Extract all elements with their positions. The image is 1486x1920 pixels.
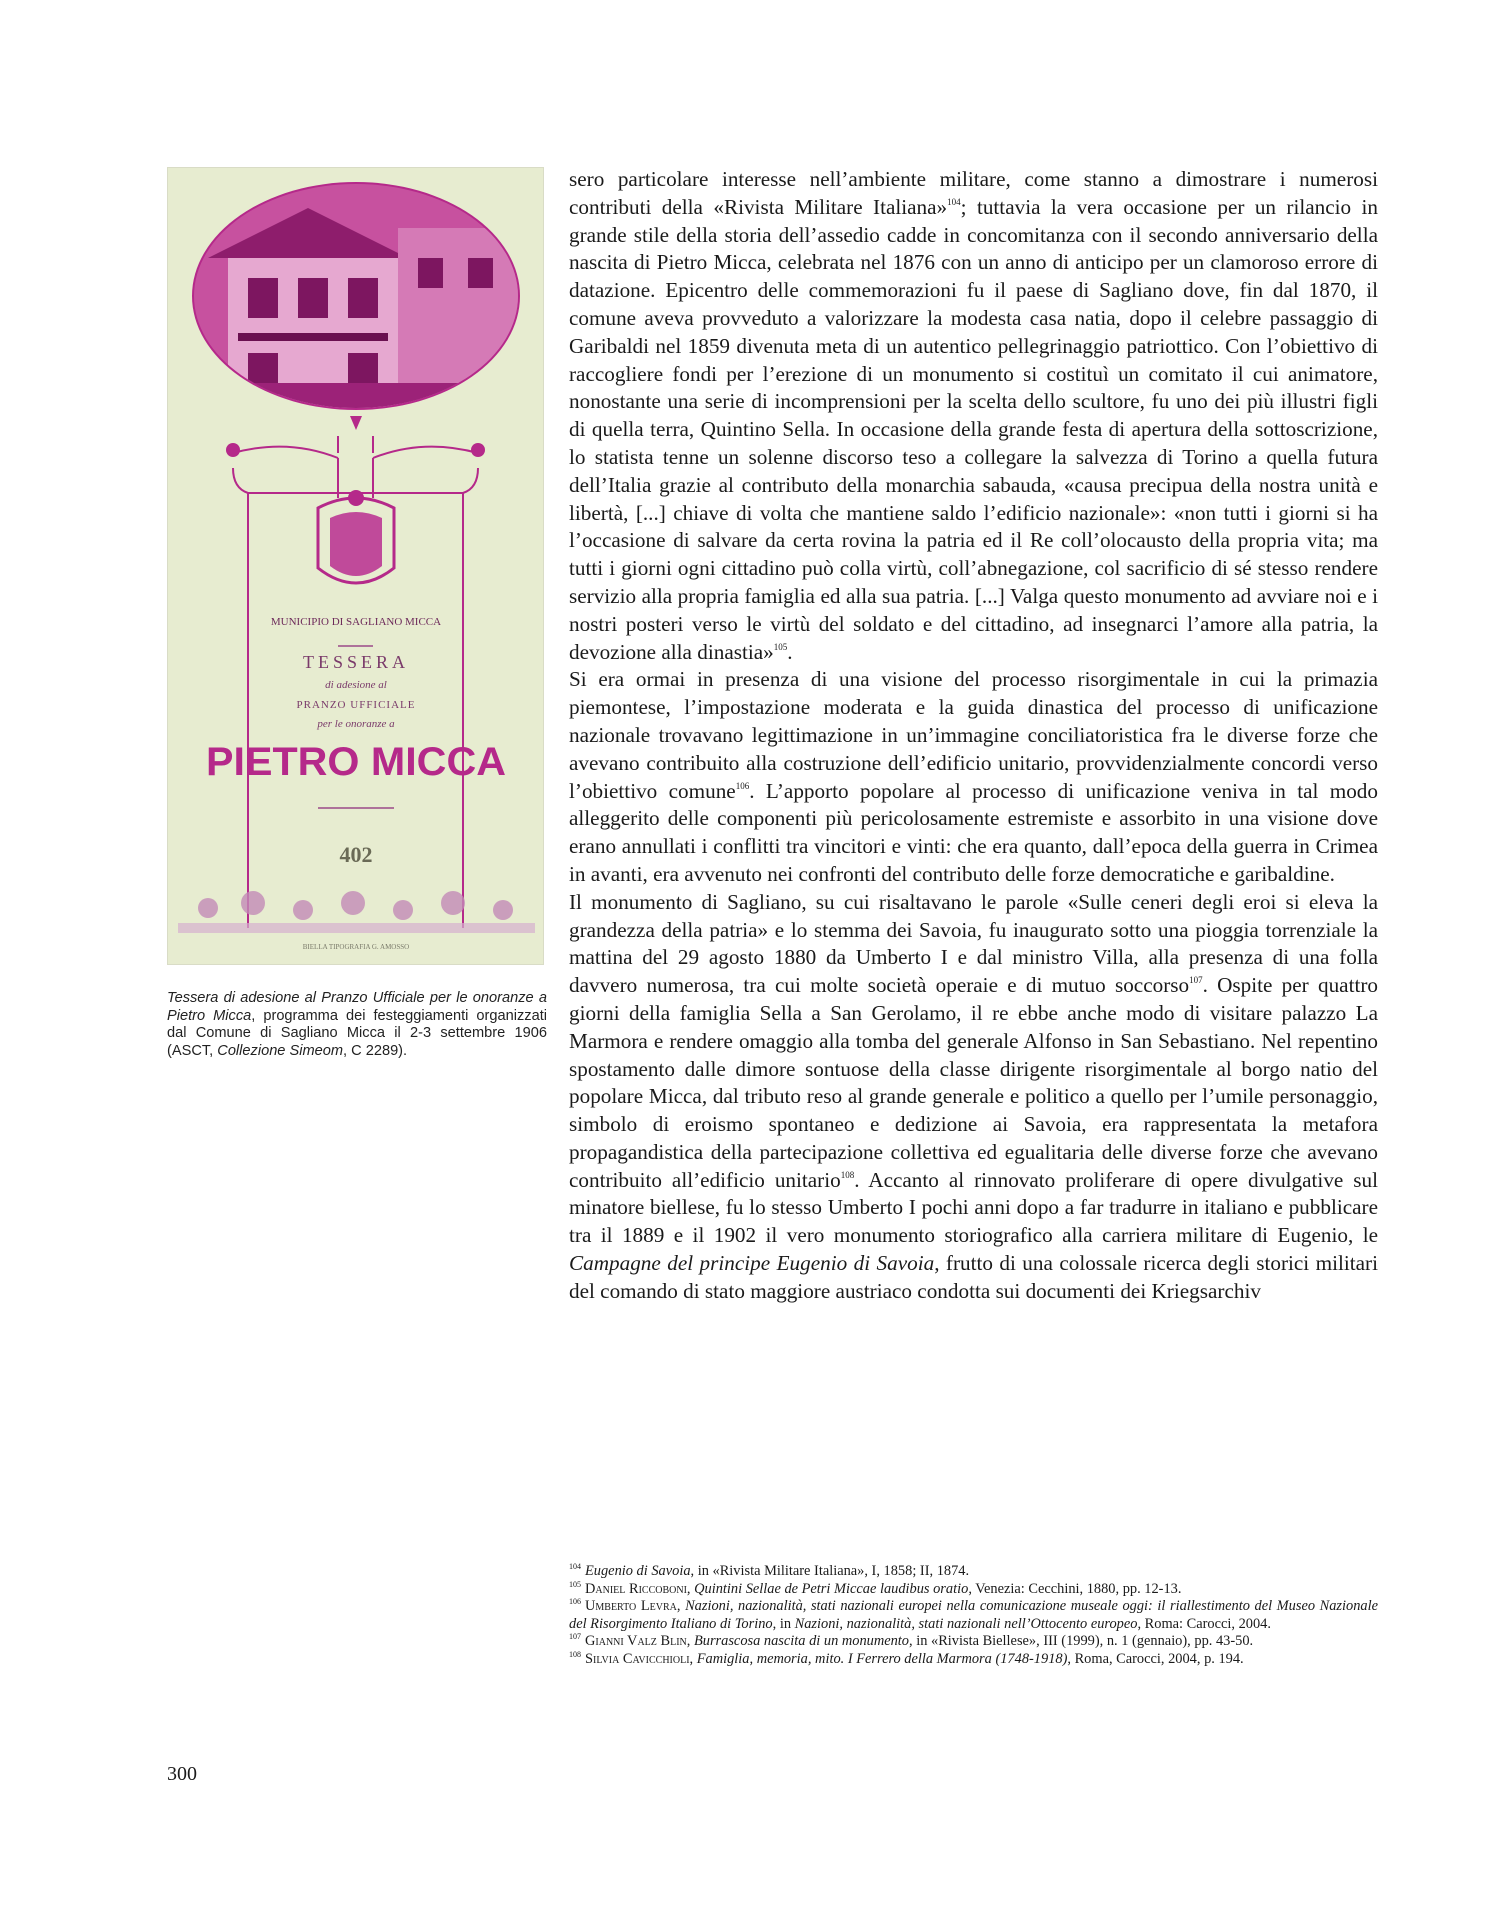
paragraph <box>569 166 1378 666</box>
text-run: . Accanto al rinnovato proliferare di opere divulgative sul minatore biellese, fu lo stesso Umberto I pochi anni dopo a far tradurre in italiano e pubblicare tra il 1889 e il 1902 il vero monumento storiografico alla carriera militare di Eugenio, le <box>569 1167 1378 1248</box>
footnote-105: $^{105}$ Daniel Riccoboni, Quintini Sellae de Petri Miccae laudibus oratio, Venezia: Cecchini, 1880, pp. 12-13. <box>569 1579 1182 1597</box>
footnote-ref[interactable]: 105 <box>773 641 788 652</box>
house-photo <box>168 178 544 423</box>
coat-of-arms-icon <box>318 490 394 583</box>
footnote-ref[interactable]: 107 <box>1189 975 1203 986</box>
footnote-author: Silvia Cavicchioli <box>585 1650 690 1667</box>
footnote-author: Daniel Riccoboni <box>585 1580 687 1597</box>
figure-caption <box>167 990 547 1060</box>
caption-text-end: , C 2289). <box>343 1042 408 1059</box>
caption-title: Tessera di adesione al Pranzo Ufficiale per le onoranze a Pietro Micca <box>167 990 547 1024</box>
footnote-title: Burrascosa nascita di un monumento <box>693 1633 910 1649</box>
ticket-line-adesione: di adesione al <box>325 679 387 691</box>
ticket-illustration <box>168 168 544 965</box>
text-run: . L’apporto popolare al processo di unificazione veniva in tal modo alleggerito delle componenti più pericolosamente estremiste e assorbito in una visione dove erano annullati i conflitti tra vincitori e vinti: che era quanto, dall’epoca della guerra in Crimea in avanti, era avvenuto nei confronti del contributo delle forze democratiche e garibaldine. <box>569 778 1378 886</box>
footnote-rest: , Roma, Carocci, 2004, p. 194. <box>1067 1650 1244 1667</box>
text-run: Il monumento di Sagliano, su cui risaltavano le parole «Sulle ceneri degli eroi si eleva la grandezza della patria» e lo stemma dei Savoia, fu inaugurato sotto una pioggia torrenziale la mattina del 29 agosto 1880 da Umberto I e dal ministro Villa, alla presenza di una folla davvero numerosa, tra cui molte società operaie e di mutuo soccorso <box>569 889 1378 998</box>
footnote-title: Famiglia, memoria, mito. I Ferrero della Marmora (1748-1918) <box>696 1650 1068 1667</box>
text-run: . Ospite per quattro giorni della famiglia Sella a San Gerolamo, il re ebbe anche modo di visitare palazzo La Marmora e rendere omaggio alla tomba del generale Alfonso in San Sebastiano. Nel repentino spostamento dalle dimore sontuose della classe dirigente risorgimentale al borgo natio del popolare Micca, dal tributo reso al grande generale e politico a quello per l’umile personaggio, simbolo di eroismo spontaneo e dedizione ai Savoia, era rappresentata la metafora propagandistica della partecipazione collettiva ed egualitaria delle diverse forze che avevano contribuito all’edificio unitario <box>569 973 1378 1192</box>
ticket-line-onoranze: per le onoranze a <box>317 718 395 730</box>
footnote-number: 107 <box>569 1632 581 1641</box>
text-run: sero particolare interesse nell’ambiente militare, come stanno a dimostrare i numerosi contributi della «Rivista Militare Italiana» <box>569 167 1378 219</box>
page-number: 300 <box>167 1763 197 1785</box>
footnote-number: 105 <box>569 1579 581 1589</box>
ticket-footer: BIELLA TIPOGRAFIA G. AMOSSO <box>302 943 410 951</box>
ticket-figure <box>167 167 544 965</box>
ticket-name: PIETRO MICCA <box>206 740 506 784</box>
ticket-header: MUNICIPIO DI SAGLIANO MICCA <box>270 616 442 628</box>
body-text <box>569 166 1378 1306</box>
footnote-ref[interactable]: 108 <box>840 1169 855 1180</box>
footnote-number: 104 <box>569 1562 581 1571</box>
footnote-mid: , in <box>772 1615 795 1632</box>
paragraph <box>569 889 1378 1306</box>
text-run: , frutto di una colossale ricerca degli storici militari del comando di stato maggiore austriaco condotta sui documenti dei Kriegsarchiv <box>569 1251 1378 1303</box>
footnotes <box>569 1563 1378 1668</box>
footnote-rest: , Venezia: Cecchini, 1880, pp. 12-13. <box>968 1580 1182 1597</box>
footnote-number: 106 <box>569 1597 581 1606</box>
paragraph <box>569 666 1378 888</box>
footnote-106: $^{106}$ Umberto Levra, Nazioni, nazionalità, stati nazionali europei nella comunicazione museale oggi: il riallestimento del Museo Nazionale del Risorgimento Italiano di Torino, in Nazioni, nazionalità, stati nazionali nell’Ottocento europeo, Roma: Carocci, 2004. <box>569 1597 1378 1632</box>
caption-collection: Collezione Simeom <box>217 1042 344 1059</box>
footnote-104 <box>569 1563 1378 1581</box>
caption-text: , programma dei festeggiamenti organizzati dal Comune di Sagliano Micca il 2-3 settembre 1906 (ASCT, <box>167 1007 547 1059</box>
footnote-rest: , in «Rivista Militare Italiana», I, 1858; II, 1874. <box>690 1563 970 1579</box>
footnote-107: $^{107}$ Gianni Valz Blin, Burrascosa nascita di un monumento, in «Rivista Biellese», III (1999), n. 1 (gennaio), pp. 43-50. <box>569 1632 1254 1649</box>
text-run: ; tuttavia la vera occasione per un rilancio in grande stile della storia dell’assedio cadde in concomitanza con il secondo anniversario della nascita di Pietro Micca, celebrata nel 1876 con un anno di anticipo per un clamoroso errore di datazione. Epicentro delle commemorazioni fu il paese di Sagliano dove, fin dal 1870, il comune aveva provveduto a valorizzare la modesta casa natia, dopo il celebre passaggio di Garibaldi nel 1859 divenuta meta di un autentico pellegrinaggio patriottico. Con l’obiettivo di raccogliere fondi per l’erezione di un monumento si costituì un comitato il cui animatore, nonostante una serie di incomprensioni per la scelta dello scultore, fu uno dei più illustri figli di quella terra, Quintino Sella. In occasione della grande festa di apertura della sottoscrizione, lo statista tenne un solenne discorso teso a collegare la salvezza di Torino a quella futura dell’Italia grazie al contributo della monarchia sabauda, «causa precipua della nostra unità e libertà, [...] chiave di volta che mantiene saldo l’edificio nazionale»: «non tutti i giorni si ha l’occasione di salvare da certa rovina la patria ed il Re coll’olocausto della propria vita; ma tutti i giorni ogni cittadino può colla virtù, coll’abnegazione, col sacrificio di sé stesso rendere servizio alla propria famiglia ed alla sua patria. [...] Valga questo monumento ad avviare noi e i nostri posteri verso le virtù del soldato e del cittadino, ad insegnarci l’amore alla patria, la devozione alla dinastia» <box>569 194 1378 664</box>
footnote-title: Nazioni, nazionalità, stati nazionali europei nella comunicazione museale oggi: il riallestimento del Museo Nazionale del Risorgimento Italiano di Torino <box>569 1598 1378 1632</box>
ticket-line-tessera: TESSERA <box>302 652 410 672</box>
lamp-icons <box>226 416 485 457</box>
footnote-author: Gianni Valz Blin <box>585 1633 687 1649</box>
footnote-rest: , in «Rivista Biellese», III (1999), n. 1 (gennaio), pp. 43-50. <box>909 1633 1254 1649</box>
footnote-108: $^{108}$ Silvia Cavicchioli, Famiglia, memoria, mito. I Ferrero della Marmora (1748-1918), Roma, Carocci, 2004, p. 194. <box>569 1649 1244 1667</box>
footnote-rest: , Roma: Carocci, 2004. <box>1137 1615 1271 1632</box>
footnote-title: Nazioni, nazionalità, stati nazionali nell’Ottocento europeo <box>794 1615 1138 1632</box>
footnote-title: Quintini Sellae de Petri Miccae laudibus oratio <box>694 1580 969 1597</box>
floral-border <box>198 891 513 920</box>
footnote-ref[interactable]: 106 <box>735 780 750 791</box>
book-title: Campagne del principe Eugenio di Savoia <box>569 1251 935 1276</box>
footnote-author: Umberto Levra <box>585 1598 677 1614</box>
footnote-ref[interactable]: 104 <box>947 196 961 207</box>
ticket-line-pranzo: PRANZO UFFICIALE <box>296 699 416 711</box>
text-run: . <box>787 639 793 664</box>
text-run: Si era ormai in presenza di una visione del processo risorgimentale in cui la primazia piemontese, l’impostazione moderata e la guida dinastica del processo di unificazione nazionale trovavano legittimazione in un’immagine conciliatoristica fra le diverse forze che avevano contribuito alla costruzione dell’edificio unitario, provvidenzialmente concordi verso l’obiettivo comune <box>569 667 1378 803</box>
footnote-number: 108 <box>569 1649 581 1659</box>
ticket-number: 402 <box>339 842 373 867</box>
footnote-title: Eugenio di Savoia <box>585 1563 691 1579</box>
